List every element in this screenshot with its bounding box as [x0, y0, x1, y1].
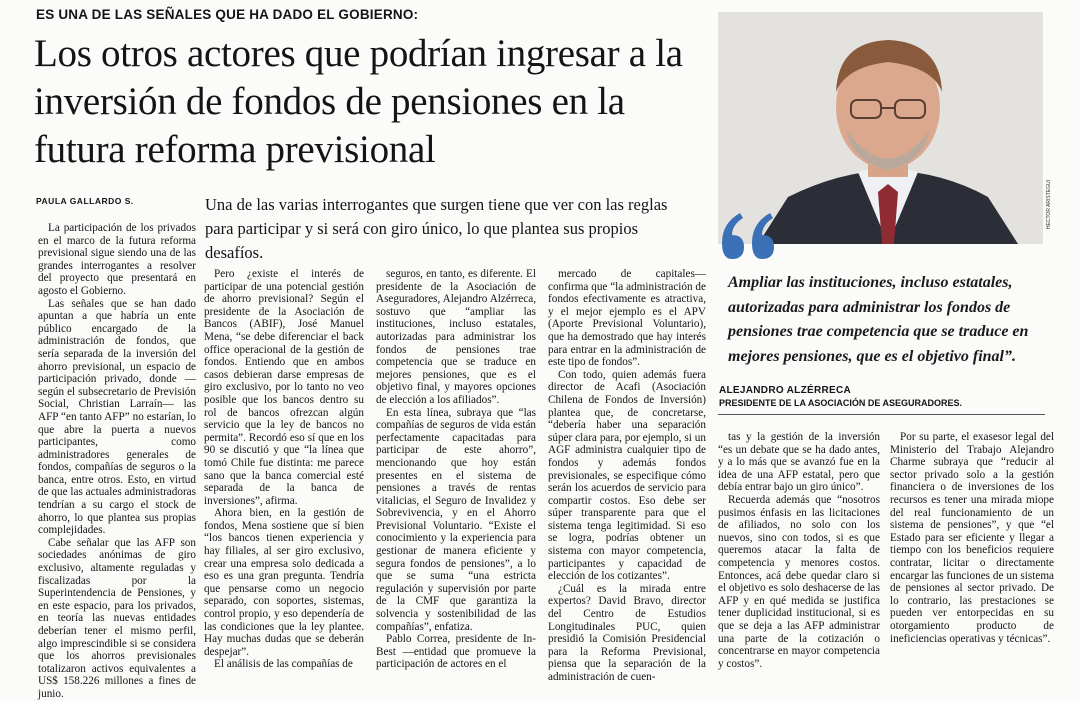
kicker: ES UNA DE LAS SEÑALES QUE HA DADO EL GOBIERNO: [36, 7, 419, 22]
article-column-4 [548, 268, 706, 684]
article-column-2 [204, 268, 364, 671]
paragraph: Ahora bien, en la gestión de fondos, Mena sostiene que sí bien “los bancos tienen experiencia y hay filiales, al ser giro exclusivo, crear una empresa solo dedicada a eso es una gran pregunta. Tendría que pensarse como un negocio separado, con soportes, sistemas, control propio, y eso dependería de las condiciones que la ley plantee. Hay muchas dudas que se deberán despejar”. [204, 507, 364, 658]
quote-mark-icon [718, 209, 778, 268]
article-column-3 [376, 268, 536, 671]
paragraph: Cabe señalar que las AFP son sociedades anónimas de giro exclusivo, altamente reguladas y fiscalizadas por la Superintendencia de Pensiones, y en este espacio, para los privados, en teoría las nuevas entidades deberían tener el mismo perfil, algo imprescindible si se considera que los ahorros previsionales totalizaron activos equivalentes a US$ 158.226 millones a fines de junio. [38, 536, 196, 700]
article-column-6 [890, 431, 1054, 645]
paragraph: mercado de capitales— confirma que “la administración de fondos efectivamente es atractiva, y el mejor ejemplo es el APV (Aporte Previsional Voluntario), que ha demostrado que hay interés para entrar en la administración de este tipo de fondos”. [548, 268, 706, 369]
byline: PAULA GALLARDO S. [36, 196, 134, 206]
headline: Los otros actores que podrían ingresar a la inversión de fondos de pensiones en la futura reforma previsional [34, 32, 683, 171]
paragraph: Con todo, quien además fuera director de Acafi (Asociación Chilena de Fondos de Inversión) plantea que, de concretarse, “debería haber una separación súper clara para, por ejemplo, si un AGF administra cualquier tipo de fondos y además fondos previsionales, se especifique cómo serán los acuerdos de servicio para compartir costos. Eso debe ser súper transparente para que el sistema tenga legitimidad. Si eso se logra, podrías obtener un sistema con mayor competencia, participantes y capacidad de elección de los cotizantes”. [548, 368, 706, 583]
subhead: Una de las varias interrogantes que surgen tiene que ver con las reglas para participar y si será con giro único, lo que plantea sus propios desafíos. [205, 195, 668, 262]
article-column-5 [718, 431, 880, 670]
paragraph: tas y la gestión de la inversión “es un debate que se ha dado antes, y a lo más que se avanzó fue en la idea de una AFP estatal, pero que debía entrar bajo un giro único”. [718, 431, 880, 494]
paragraph: La participación de los privados en el marco de la futura reforma previsional sigue siendo una de las grandes interrogantes a resolver del proyecto que presentará en agosto el Gobierno. [38, 222, 196, 297]
article-column-1 [38, 222, 196, 701]
pull-quote: Ampliar las instituciones, incluso estatales, autorizadas para administrar los fondos de pensiones trae competencia que se traduce en mejores pensiones, que es el objetivo final”. [728, 274, 1029, 365]
quote-attribution-name: ALEJANDRO ALZÉRRECA [719, 385, 851, 396]
paragraph: En esta línea, subraya que “las compañías de seguros de vida están perfectamente capacitadas para participar de este ahorro”, mencionando que hoy están presentes en el sistema de pensiones a través de rentas vitalicias, el Seguro de Invalidez y Sobrevivencia, y en el Ahorro Previsional Voluntario. “Existe el conocimiento y la experiencia para gestionar de manera eficiente y segura fondos de pensiones”, a lo que se suma “una estricta regulación y supervisión por parte de la CMF que garantiza la solvencia y sostenibilidad de las compañías”, enfatiza. [376, 406, 536, 633]
paragraph: seguros, en tanto, es diferente. El presidente de la Asociación de Aseguradores, Alejandro Alzérreca, sostuvo que “ampliar las instituciones, incluso estatales, autorizadas para administrar los fondos de pensiones trae competencia que se traduce en mejores pensiones, que es el objetivo final, y mayores opciones de elección a los afiliados”. [376, 268, 536, 406]
paragraph: Por su parte, el exasesor legal del Ministerio del Trabajo Alejandro Charme subraya que “reducir al sector privado solo a la gestión financiera o de inversiones de los recursos es tener una mirada miope del real funcionamiento de un sistema de pensiones”, y que “el Estado para ser eficiente y llegar a tiempo con los beneficios requiere contratar, licitar o directamente encargar las funciones de un sistema de pensiones al sector privado. De lo contrario, las prestaciones se pueden ver entorpecidas en su otorgamiento producto de ineficiencias operativas y técnicas”. [890, 431, 1054, 645]
paragraph: ¿Cuál es la mirada entre expertos? David Bravo, director del Centro de Estudios Longitudinales PUC, quien presidió la Comisión Presidencial para la Reforma Previsional, piensa que la separación de la administración de cuen- [548, 582, 706, 683]
quote-attribution-role: PRESIDENTE DE LA ASOCIACIÓN DE ASEGURADORES. [719, 398, 963, 408]
paragraph: Pablo Correa, presidente de In-Best —entidad que promueve la participación de actores en el [376, 633, 536, 671]
paragraph: El análisis de las compañías de [214, 658, 353, 671]
paragraph: Pero ¿existe el interés de participar de una potencial gestión de ahorro previsional? Según el presidente de la Asociación de Bancos (ABIF), José Manuel Mena, “se debe diferenciar el back office operacional de la gestión de fondos. Entiendo que en ambos casos debieran darse empresas de giro exclusivo, por lo tanto no veo posible que los bancos dentro su rol de bancos ofrezcan algún servicio que la ley de bancos no permita”. Recordó eso sí que en los 90 se discutió y que “la línea que tomó Chile fue distinta: me parece sano que la banca comercial esté separada de la banca de inversiones”, afirma. [204, 268, 364, 507]
divider [718, 414, 1045, 415]
paragraph: Recuerda además que “nosotros pusimos énfasis en las licitaciones de afiliados, no solo con los nuevos, sino con todos, si es que queremos atacar la falta de competencia y menores costos. Entonces, acá debe quedar claro si el objetivo es solo deshacerse de las AFP y en qué medida se justifica tener duplicidad institucional, si es que se deja a las AFP administrar una parte de la cotización o concentrarse en mayor competencia y costos”. [718, 493, 880, 670]
paragraph: Las señales que se han dado apuntan a que habría un ente público encargado de la administración de fondos, que sería separada de la inversión del ahorro previsional, un espacio de participación privado, donde —según el subsecretario de Previsión Social, Christian Larraín— las AFP “en tanto AFP” no estarían, lo que abre la puerta a nuevos participantes, como administradores generales de fondos, compañías de seguros o la banca, entre otros. Esto, en virtud de que las actuales administradoras tendrían a su cargo el stock de ahorro, lo que plantea sus propias complejidades. [38, 297, 196, 537]
photo-credit: HECTOR ARISTEGUI [1046, 180, 1052, 230]
